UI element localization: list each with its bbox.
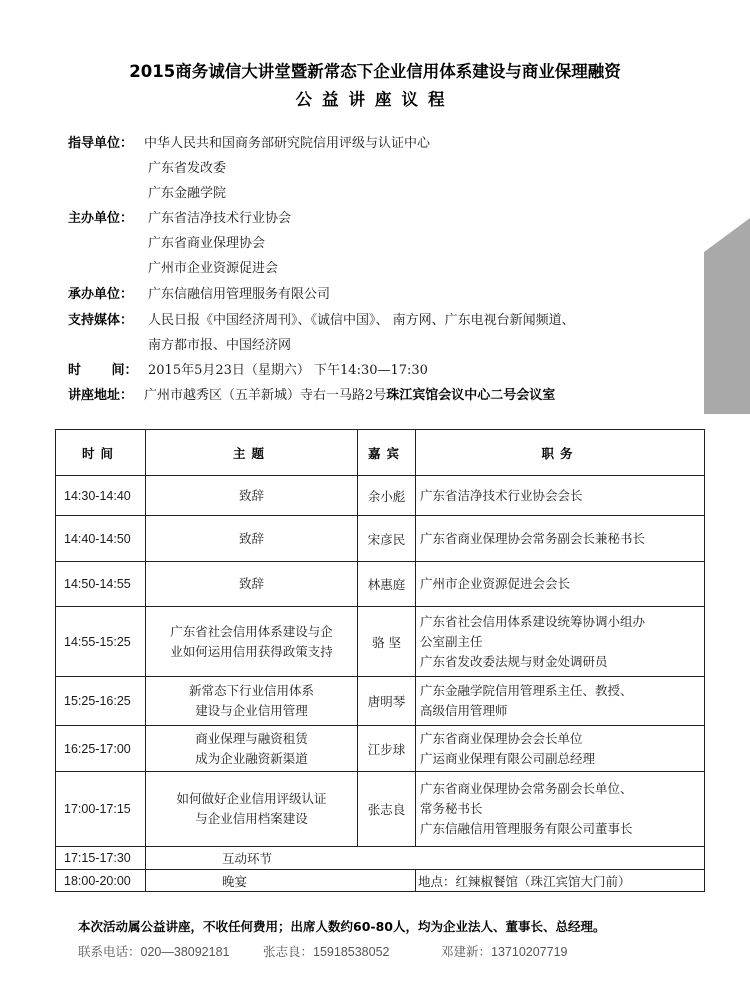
contact-phone-main [78,942,230,960]
host-unit: 广东省商业保理协会 [148,236,266,251]
guide-unit: 中华人民共和国商务部研究院信用评级与认证中心 [144,136,431,151]
header-topic: 主题 [146,430,358,476]
topic-cell [146,677,358,726]
guest-cell: 宋彦民 [358,516,416,562]
contact-name: 邓建新： [441,944,492,959]
position-cell [416,677,705,726]
topic-cell [146,772,358,847]
time-cell: 17:00-17:15 [56,772,146,847]
media-label: 支持媒体： [68,313,134,328]
table-row-interactive [56,847,705,870]
agenda-table [55,429,705,892]
phone-number: 13710207719 [491,945,568,959]
table-row [56,772,705,847]
event-note: 本次活动属公益讲座，不收任何费用；出席人数约60-80人，均为企业法人、董事长、总经理。 [78,919,606,934]
time-cell: 16:25-17:00 [56,726,146,772]
position-line: 广运商业保理有限公司副总经理 [420,750,596,766]
topic-cell: 致辞 [146,476,358,516]
table-row [56,562,705,607]
topic-line: 与企业信用档案建设 [195,811,308,826]
topic-cell [146,607,358,677]
table-row [56,726,705,772]
guide-unit: 广东省发改委 [148,161,227,176]
topic-cell: 致辞 [146,516,358,562]
table-row [56,677,705,726]
position-cell: 广东省商业保理协会常务副会长兼秘书长 [416,516,705,562]
time-cell: 15:25-16:25 [56,677,146,726]
topic-line: 如何做好企业信用评级认证 [176,791,327,806]
contact-person [263,942,390,960]
media-value-cont: 南方都市报、中国经济网 [148,338,292,353]
position-cell: 广州市企业资源促进会会长 [416,562,705,607]
address-value-wrap [144,386,555,406]
topic-line: 业如何运用信用获得政策支持 [170,643,333,659]
document-subtitle: 公益讲座议程 [295,90,455,109]
media-value: 人民日报《中国经济周刊》、《诚信中国》、 南方网、广东电视台新闻频道、 [148,313,575,328]
document-title: 2015商务诚信大讲堂暨新常态下企业信用体系建设与商业保理融资 [129,62,621,81]
time-cell: 14:30-14:40 [56,476,146,516]
host-unit: 广东省洁净技术行业协会 [148,211,292,226]
topic-line: 建设与企业信用管理 [195,703,308,718]
position-line: 广东省发改委法规与财金处调研员 [420,653,608,669]
topic-cell: 致辞 [146,562,358,607]
guest-cell: 江步球 [358,726,416,772]
time-cell: 14:40-14:50 [56,516,146,562]
contact-person [441,942,568,960]
header-time: 时间 [56,430,146,476]
host-label: 主办单位： [68,211,134,226]
topic-line: 广东省社会信用体系建设与企 [170,623,333,639]
contact-name: 张志良： [263,944,314,959]
table-row [56,516,705,562]
time-label: 时 间： [68,363,138,378]
position-cell [416,726,705,772]
host-unit: 广州市企业资源促进会 [148,261,279,276]
header-position: 职务 [416,430,705,476]
position-line: 公室副主任 [420,633,483,649]
position-line: 广东金融学院信用管理系主任、教授、 [420,683,633,698]
topic-line: 商业保理与融资租赁 [195,730,308,746]
position-line: 广东省商业保理协会会长单位 [420,730,583,746]
time-cell: 18:00-20:00 [56,870,146,892]
table-header-row [56,430,705,476]
dinner-cell: 晚宴 [146,870,416,892]
table-row [56,476,705,516]
address-venue: 珠江宾馆会议中心二号会议室 [386,388,556,403]
address-value: 广州市越秀区（五羊新城）寺右一马路2号 [144,388,387,403]
position-line: 广东信融信用管理服务有限公司董事长 [420,821,633,836]
side-tab-decoration [704,218,750,414]
topic-line: 成为企业融资新渠道 [195,750,308,766]
position-cell [416,607,705,677]
position-cell: 广东省洁净技术行业协会会长 [416,476,705,516]
time-cell: 17:15-17:30 [56,847,146,870]
position-line: 广东省商业保理协会常务副会长单位、 [420,781,633,796]
table-row [56,607,705,677]
contact-label: 联系电话： [78,944,141,959]
phone-number: 15918538052 [313,945,390,959]
time-cell: 14:50-14:55 [56,562,146,607]
time-cell: 14:55-15:25 [56,607,146,677]
topic-cell [146,726,358,772]
organizer-label: 承办单位： [68,287,134,302]
header-guest: 嘉宾 [358,430,416,476]
address-label: 讲座地址： [68,388,134,403]
guest-cell: 余小彪 [358,476,416,516]
position-line: 常务秘书长 [420,801,483,816]
guest-cell: 骆 坚 [358,607,416,677]
guide-label: 指导单位： [68,136,134,151]
guest-cell: 林惠庭 [358,562,416,607]
guest-cell: 唐明琴 [358,677,416,726]
dinner-venue-cell: 地点：红辣椒餐馆（珠江宾馆大门前） [416,870,705,892]
position-cell [416,772,705,847]
position-line: 高级信用管理师 [420,703,508,718]
interactive-session-cell: 互动环节 [146,847,705,870]
phone-number: 020—38092181 [140,945,230,959]
guest-cell: 张志良 [358,772,416,847]
time-value: 2015年5月23日（星期六） 下午14:30—17:30 [148,363,428,378]
guide-unit: 广东金融学院 [148,186,227,201]
organizer-value: 广东信融信用管理服务有限公司 [148,287,331,302]
table-row-dinner [56,870,705,892]
topic-line: 新常态下行业信用体系 [188,683,314,698]
position-line: 广东省社会信用体系建设统筹协调小组办 [420,613,646,629]
